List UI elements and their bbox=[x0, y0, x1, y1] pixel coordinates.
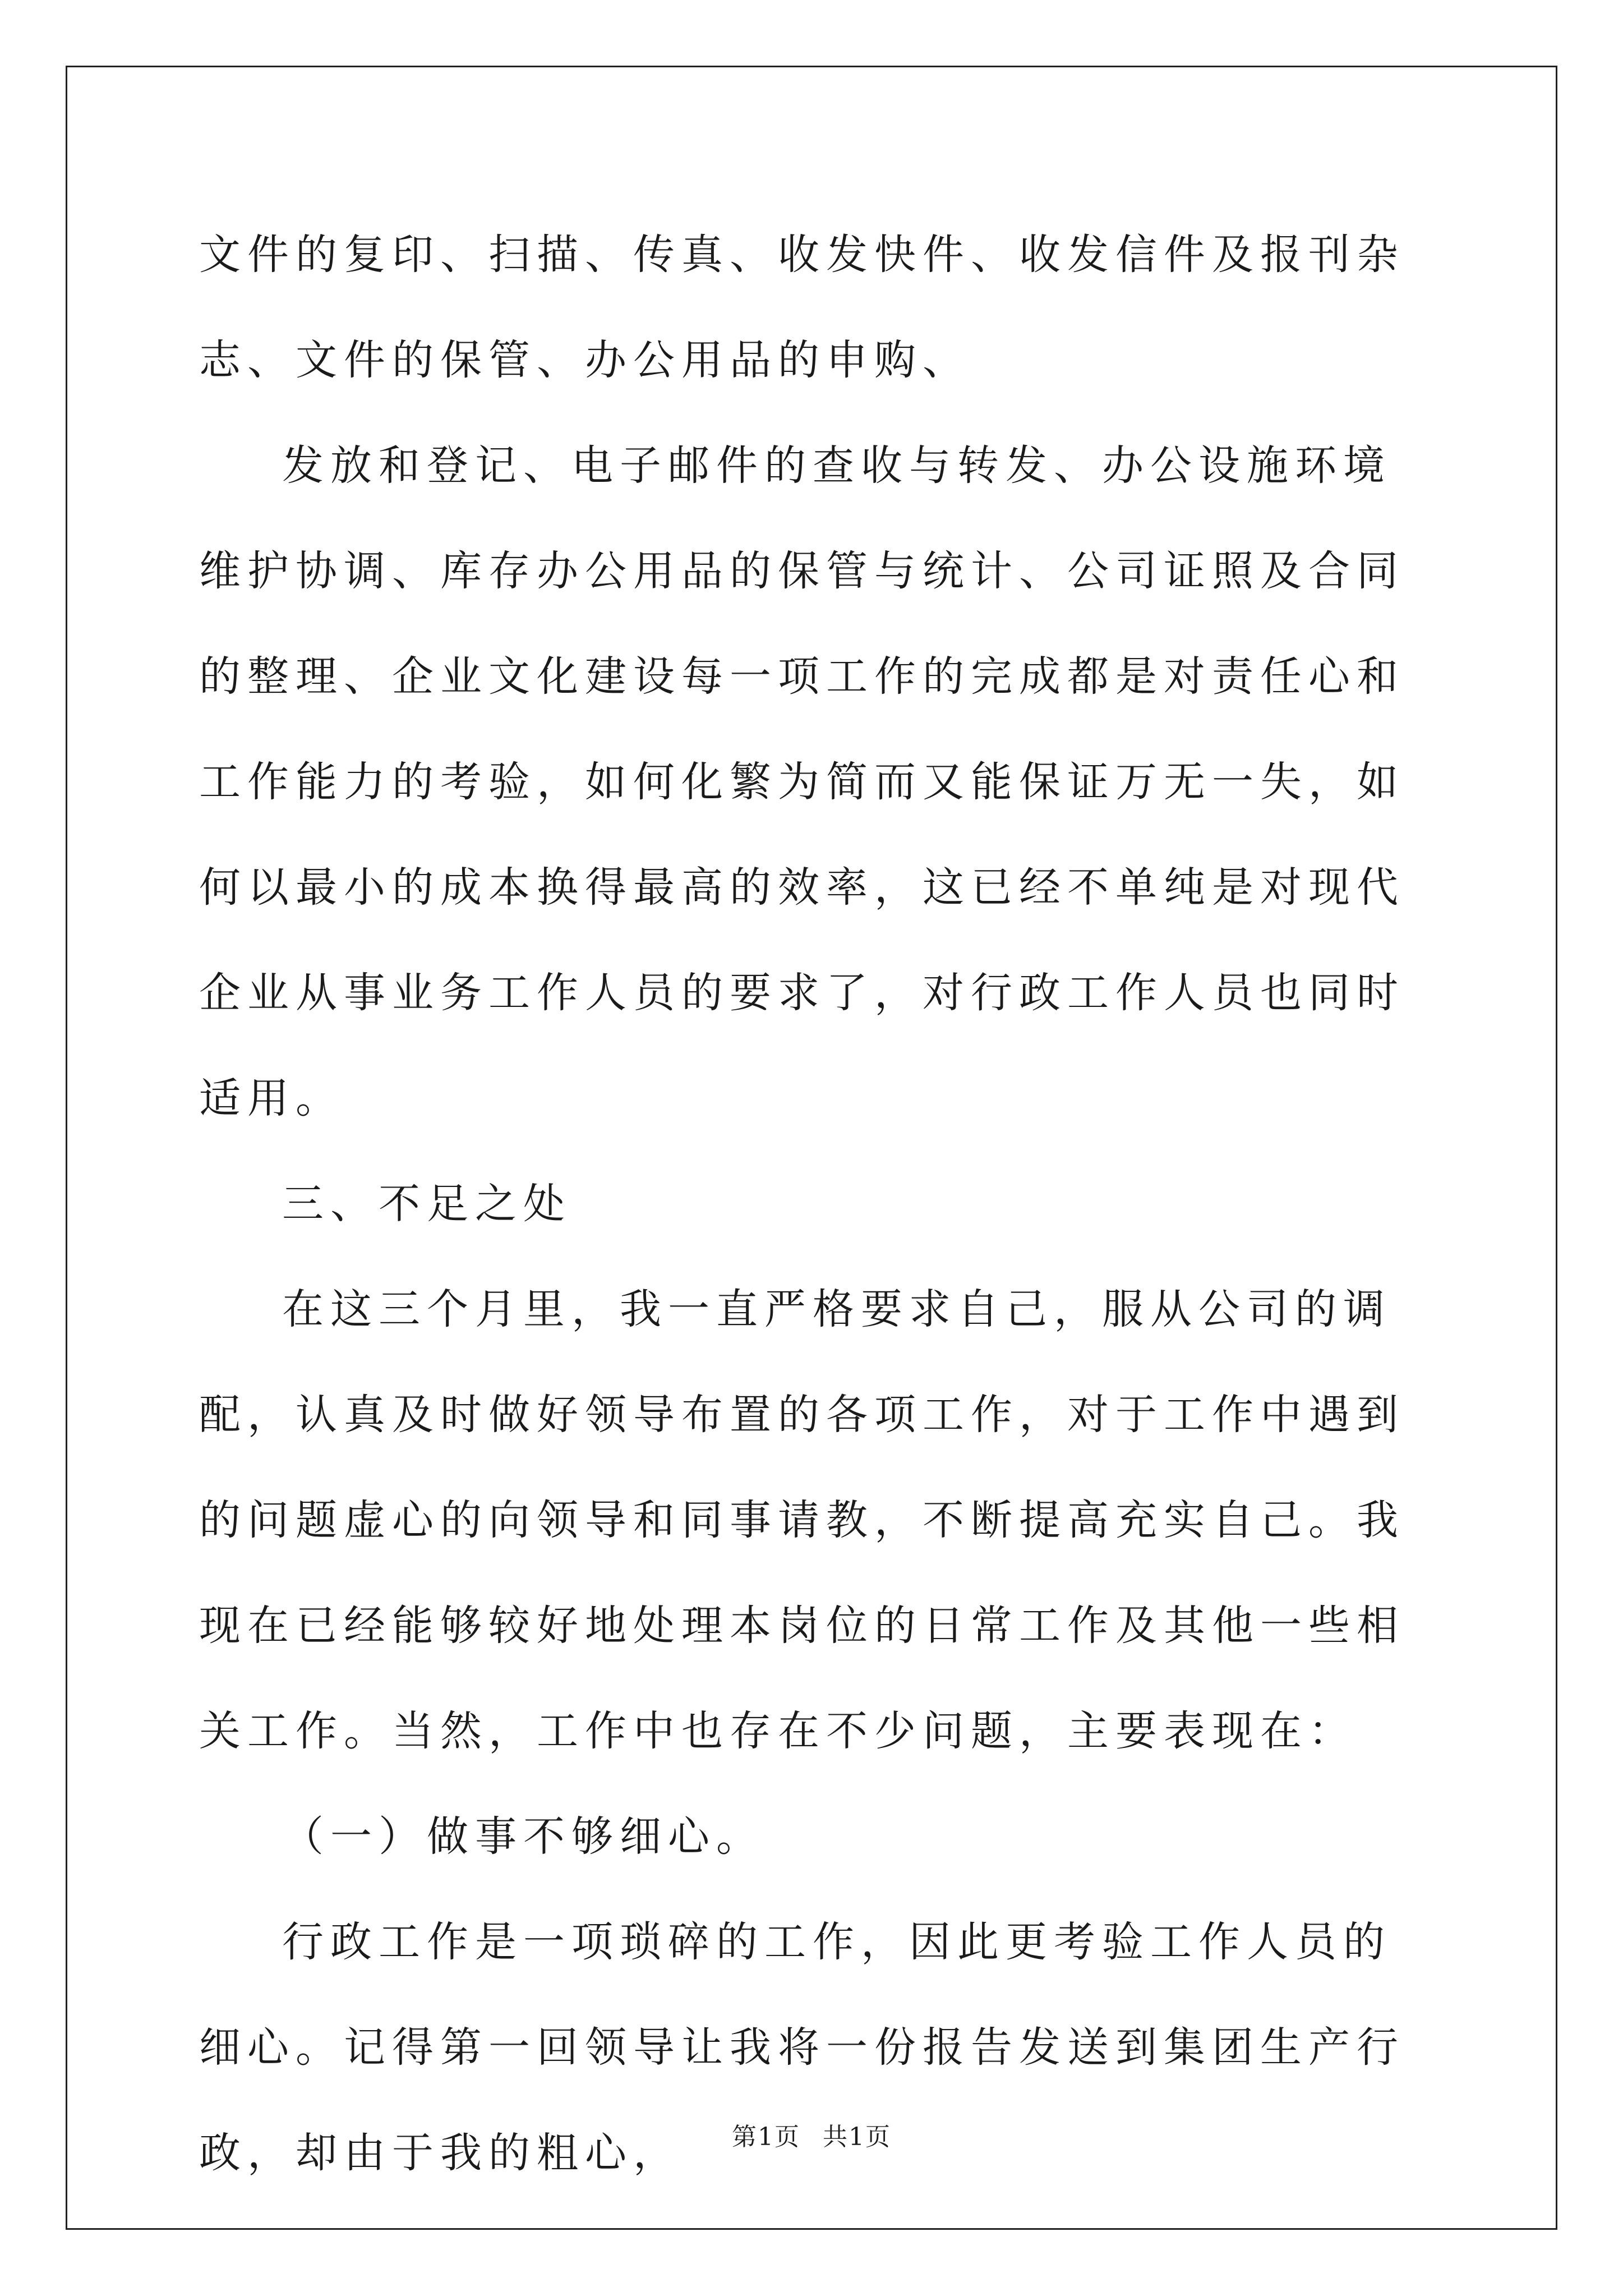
page-number: 第1页 bbox=[732, 2123, 800, 2151]
paragraph-2: 发放和登记、电子邮件的查收与转发、办公设施环境维护协调、库存办公用品的保管与统计、公司证照及合同的整理、企业文化建设每一项工作的完成都是对责任心和工作能力的考验，如何化繁为简而又能保证万无一失，如何以最小的成本换得最高的效率，这已经不单纯是对现代企业从事业务工作人员的要求了，对行政工作人员也同时适用。 bbox=[199, 441, 1405, 1122]
section-heading-shortcomings: 三、不足之处 bbox=[282, 1180, 571, 1228]
page-footer bbox=[0, 2120, 1623, 2154]
paragraph-6: 行政工作是一项琐碎的工作，因此更考验工作人员的细心。记得第一回领导让我将一份报告发送到集团生产行政，却由于我的粗心， bbox=[199, 1918, 1405, 2177]
page-total: 共1页 bbox=[823, 2123, 891, 2151]
paragraph-1: 文件的复印、扫描、传真、收发快件、收发信件及报刊杂志、文件的保管、办公用品的申购、 bbox=[199, 231, 1405, 384]
subheading-not-careful: （一）做事不够细心。 bbox=[282, 1812, 764, 1861]
document-body bbox=[199, 202, 1424, 2206]
paragraph-4: 在这三个月里，我一直严格要求自己，服从公司的调配，认真及时做好领导布置的各项工作，对于工作中遇到的问题虚心的向领导和同事请教，不断提高充实自己。我现在已经能够较好地处理本岗位的日常工作及其他一些相关工作。当然，工作中也存在不少问题，主要表现在： bbox=[199, 1285, 1405, 1755]
